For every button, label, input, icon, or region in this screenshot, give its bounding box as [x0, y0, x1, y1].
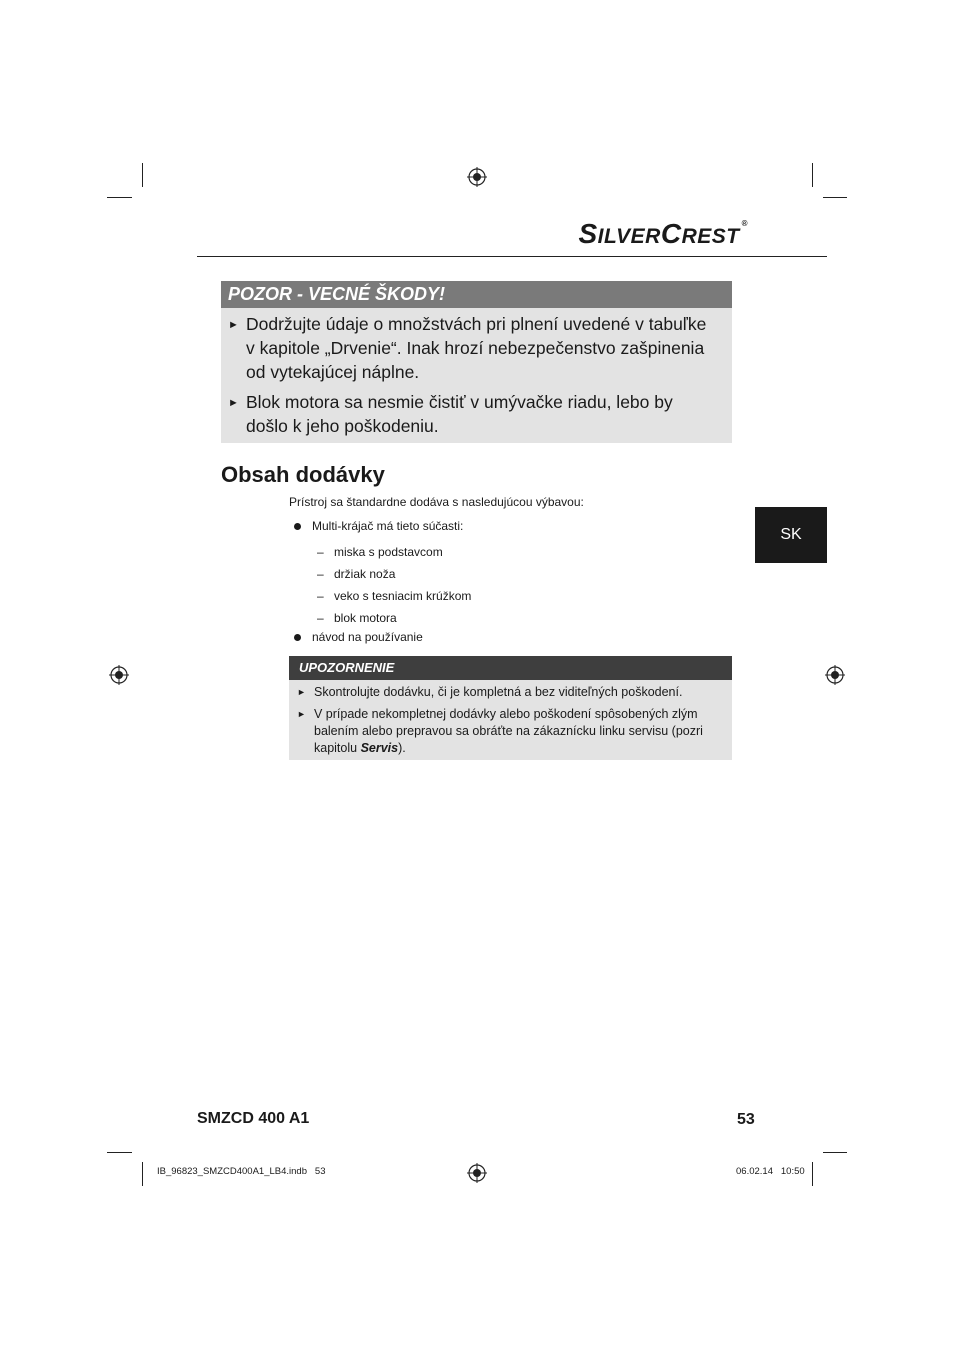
language-tab: SK: [755, 507, 827, 563]
crop-mark: [823, 1152, 847, 1153]
file-slug: IB_96823_SMZCD400A1_LB4.indb 53: [157, 1166, 326, 1177]
registration-mark-icon: [467, 1163, 487, 1183]
crop-mark: [142, 163, 143, 187]
silvercrest-logo: SILVERCREST®: [578, 218, 748, 249]
bullet-icon: [294, 634, 301, 641]
warning-item: ► V prípade nekompletnej dodávky alebo poškodení spôsobených zlým balením alebo prepravou sa obráťte na zákaznícku linku servisu (pozri kapitolu Servis).: [297, 707, 703, 755]
sub-list-item: veko s tesniacim krúžkom: [334, 589, 472, 603]
caution-item: ► Blok motora sa nesmie čistiť v umývačke riadu, lebo by došlo k jeho poškodeniu.: [228, 392, 673, 436]
dash-icon: –: [317, 611, 324, 625]
warning-heading: UPOZORNENIE: [289, 656, 732, 680]
section-title: Obsah dodávky: [221, 462, 385, 487]
crop-mark: [107, 1152, 132, 1153]
page-number: 53: [737, 1111, 755, 1128]
arrow-right-icon: ►: [228, 319, 239, 331]
arrow-right-icon: ►: [297, 709, 306, 719]
warning-item: ► Skontrolujte dodávku, či je kompletná a bez viditeľných poškodení.: [297, 685, 683, 699]
caution-box: [221, 281, 732, 443]
arrow-right-icon: ►: [297, 687, 306, 697]
footer-model: SMZCD 400 A1: [197, 1110, 310, 1127]
sub-list-item: blok motora: [334, 611, 397, 625]
arrow-right-icon: ►: [228, 397, 239, 409]
dash-icon: –: [317, 545, 324, 559]
registration-mark-icon: [109, 665, 129, 685]
caution-item: ► Dodržujte údaje o množstvách pri plnení uvedené v tabuľke v kapitole „Drvenie“. Inak hrozí nebezpečenstvo zašpinenia od vytekajúcej náplne.: [228, 314, 707, 382]
header-rule: [197, 256, 827, 257]
crop-mark: [107, 197, 132, 198]
crop-mark: [812, 163, 813, 187]
dash-icon: –: [317, 567, 324, 581]
list-item: Multi-krájač má tieto súčasti:: [312, 519, 464, 533]
dash-icon: –: [317, 589, 324, 603]
sub-list-item: držiak noža: [334, 567, 396, 581]
crop-mark: [812, 1162, 813, 1186]
registration-mark-icon: [825, 665, 845, 685]
sub-list-item: miska s podstavcom: [334, 545, 443, 559]
servis-reference: Servis: [360, 741, 399, 755]
registration-mark-icon: [467, 167, 487, 187]
crop-mark: [142, 1162, 143, 1186]
intro-text: Prístroj sa štandardne dodáva s nasledujúcou výbavou:: [289, 495, 584, 509]
warning-box: [289, 656, 732, 760]
list-item: návod na používanie: [312, 630, 423, 644]
caution-heading: POZOR - VECNÉ ŠKODY!: [221, 281, 732, 308]
date-slug: 06.02.14 10:50: [736, 1166, 805, 1177]
crop-mark: [823, 197, 847, 198]
bullet-icon: [294, 523, 301, 530]
